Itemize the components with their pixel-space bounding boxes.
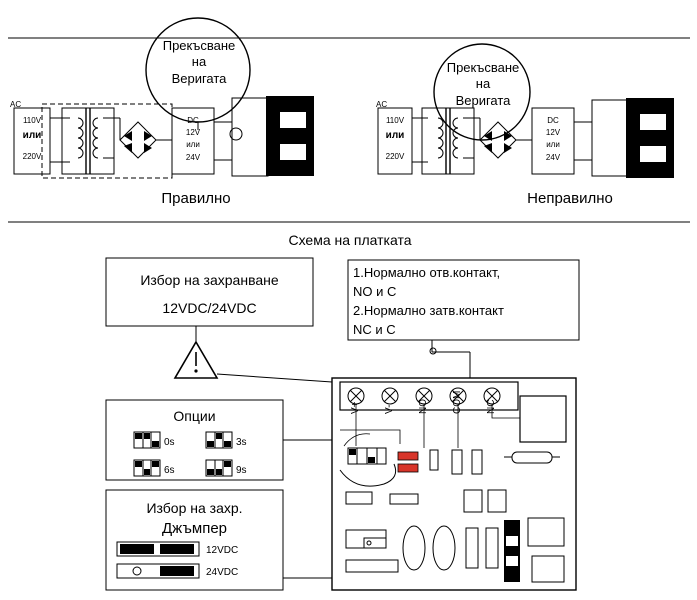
- contacts-line1: 1.Нормално отв.контакт,: [353, 265, 501, 280]
- terminal-label-vminus: V-: [384, 404, 395, 414]
- left-or-2: или: [186, 140, 200, 149]
- terminal-label-com: COM: [452, 390, 463, 414]
- right-24v-label: 24V: [545, 153, 561, 162]
- contacts-line3: 2.Нормално затв.контакт: [353, 302, 504, 318]
- left-or-1: или: [22, 130, 42, 141]
- left-note-line1: Прекъсване: [162, 38, 236, 53]
- left-note-line2: на: [191, 54, 207, 70]
- left-dc-label: DC: [187, 116, 199, 125]
- right-110v-label: 110V: [385, 116, 405, 125]
- power-select-line2: 12VDC/24VDC: [162, 300, 257, 316]
- options-title: Опции: [173, 408, 216, 424]
- left-note-line3: Веригата: [171, 70, 227, 86]
- right-or-2: или: [546, 140, 560, 149]
- right-or-1: или: [385, 130, 405, 141]
- contacts-line4: NC и C: [353, 321, 396, 337]
- contacts-line2: NO и C: [353, 283, 397, 299]
- jumper-option-24vdc: 24VDC: [206, 567, 239, 578]
- left-12v-label: 12V: [185, 128, 201, 137]
- right-220v-label: 220V: [385, 152, 405, 161]
- left-ac-label: AC: [10, 100, 22, 109]
- right-note-line3: Веригата: [455, 92, 511, 108]
- jumper-title-line1: Избор на захр.: [146, 500, 243, 516]
- right-caption: Неправилно: [527, 190, 613, 207]
- right-dc-label: DC: [547, 116, 559, 125]
- page-title: Схема на платката: [288, 232, 412, 248]
- left-24v-label: 24V: [185, 153, 201, 162]
- left-220v-label: 220V: [22, 152, 42, 161]
- terminal-label-nc: NC: [486, 399, 497, 414]
- option-label-6s: 6s: [164, 465, 175, 476]
- right-12v-label: 12V: [545, 128, 561, 137]
- option-label-3s: 3s: [236, 437, 247, 448]
- left-110v-label: 110V: [22, 116, 42, 125]
- jumper-title-line2: Джъмпер: [161, 520, 228, 537]
- jumper-option-12vdc: 12VDC: [206, 545, 239, 556]
- power-select-line1: Избор на захранване: [140, 272, 279, 288]
- left-caption: Правилно: [161, 190, 231, 207]
- terminal-label-vplus: V+: [350, 401, 361, 414]
- right-note-line1: Прекъсване: [446, 60, 520, 75]
- option-label-0s: 0s: [164, 437, 175, 448]
- terminal-label-no: NO: [418, 399, 429, 414]
- right-note-line2: на: [475, 76, 491, 92]
- right-ac-label: AC: [376, 100, 388, 109]
- option-label-9s: 9s: [236, 465, 247, 476]
